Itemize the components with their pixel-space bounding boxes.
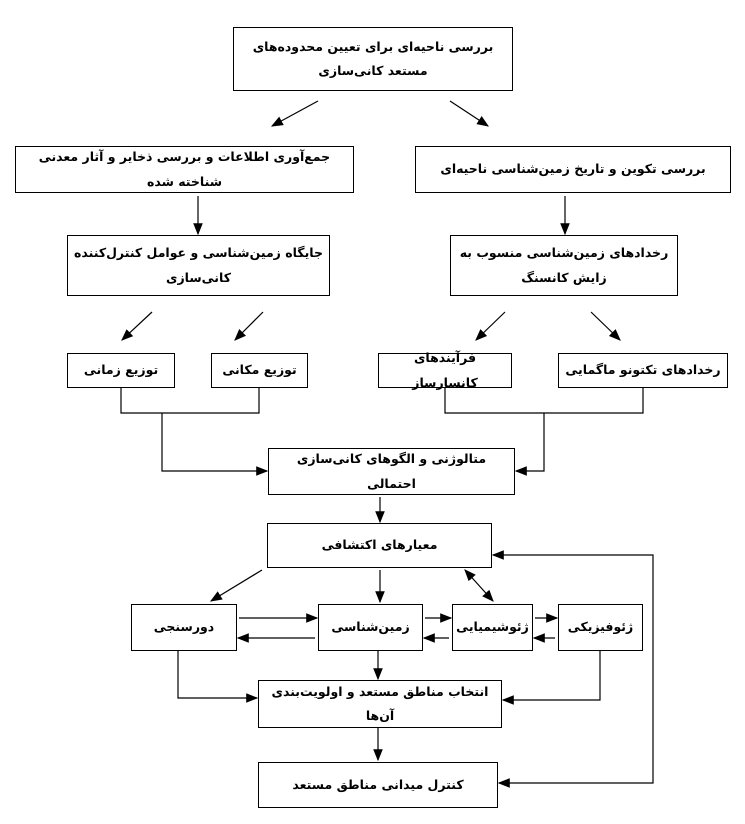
flow-node-survey-region: بررسی ناحیه‌ای برای تعیین محدوده‌های مستعد کانی‌سازی (233, 27, 513, 91)
flow-node-ore-processes: فرآیندهای کانسارساز (378, 353, 512, 388)
flow-edge-geophysical-to-select-areas (503, 651, 600, 700)
flow-edge-survey-region-to-collect-info (272, 101, 318, 126)
flow-edge-temporal-dist-to-spatial-dist (121, 388, 259, 413)
flow-node-metallogeny: متالوژنی و الگوهای کانی‌سازی احتمالی (268, 448, 515, 495)
flow-edge-temporal-dist-to-metallogeny (162, 413, 267, 471)
flow-edge-exploration-criteria-to-field-control (493, 555, 653, 783)
flow-edge-exploration-criteria-to-remote-sensing (211, 570, 262, 601)
flow-node-tectono-magmatic: رخدادهای تکتونو ماگمایی (558, 353, 728, 388)
flow-edge-ore-genesis-events-to-tectono-magmatic (591, 312, 620, 340)
flow-node-remote-sensing: دورسنجی (131, 604, 237, 651)
flow-edge-geo-setting-to-temporal-dist (122, 312, 152, 340)
flow-node-geochemical: ژئوشیمیایی (452, 604, 533, 651)
flow-edge-ore-genesis-events-to-ore-processes (476, 312, 505, 340)
flow-node-geo-history: بررسی تکوین و تاریخ زمین‌شناسی ناحیه‌ای (415, 146, 731, 193)
flow-edge-remote-sensing-to-select-areas (178, 651, 257, 698)
flow-edge-survey-region-to-geo-history (450, 101, 488, 126)
flow-edge-geo-setting-to-spatial-dist (235, 312, 263, 340)
flow-node-geo-setting: جایگاه زمین‌شناسی و عوامل کنترل‌کننده کانی‌سازی (67, 235, 330, 296)
flow-node-temporal-dist: توزیع زمانی (67, 353, 175, 388)
flow-node-ore-genesis-events: رخدادهای زمین‌شناسی منسوب به زایش کانسنگ (450, 235, 678, 296)
flow-node-geology: زمین‌شناسی (318, 604, 423, 651)
flow-edge-exploration-criteria-to-geochemical (465, 570, 493, 601)
flow-node-geophysical: ژئوفیزیکی (558, 604, 643, 651)
flow-node-select-areas: انتخاب مناطق مستعد و اولویت‌بندی آن‌ها (258, 680, 502, 728)
flow-node-field-control: کنترل میدانی مناطق مستعد (258, 762, 498, 808)
flow-node-exploration-criteria: معیارهای اکتشافی (267, 523, 492, 568)
flow-node-spatial-dist: توزیع مکانی (211, 353, 308, 388)
flow-node-collect-info: جمع‌آوری اطلاعات و بررسی ذخایر و آثار معدنی شناخته شده (15, 146, 354, 193)
flow-edge-ore-processes-to-metallogeny (516, 413, 544, 471)
